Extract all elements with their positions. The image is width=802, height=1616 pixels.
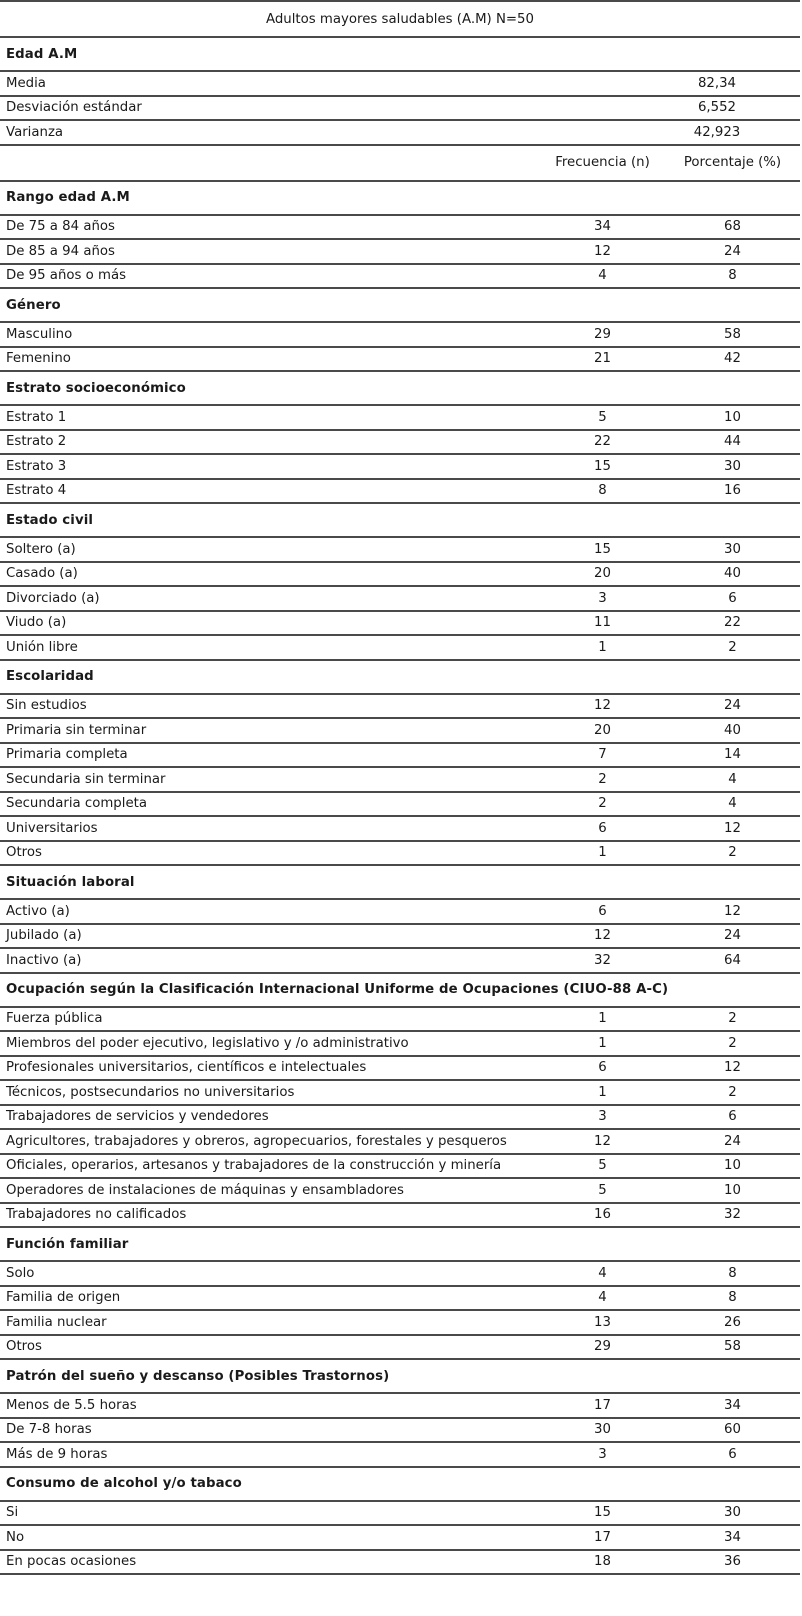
- table-row: [0, 1418, 800, 1443]
- row-frequency: 1: [540, 1080, 665, 1105]
- row-percentage: 10: [665, 405, 800, 430]
- table-row: [0, 899, 800, 924]
- row-frequency: 4: [540, 1261, 665, 1286]
- row-frequency: 1: [540, 635, 665, 660]
- row-frequency: 5: [540, 405, 665, 430]
- row-percentage: 32: [665, 1203, 800, 1228]
- section-header-row: [0, 288, 800, 322]
- row-label: Profesionales universitarios, científicos e intelectuales: [0, 1056, 540, 1081]
- row-frequency: 12: [540, 239, 665, 264]
- section-header: Estado civil: [0, 503, 800, 537]
- row-frequency: 3: [540, 586, 665, 611]
- row-percentage: 2: [665, 1080, 800, 1105]
- row-frequency: 4: [540, 1286, 665, 1311]
- row-label: Viudo (a): [0, 611, 540, 636]
- row-frequency: 12: [540, 924, 665, 949]
- row-percentage: 58: [665, 322, 800, 347]
- row-frequency: 16: [540, 1203, 665, 1228]
- row-label: Menos de 5.5 horas: [0, 1393, 540, 1418]
- row-percentage: 12: [665, 899, 800, 924]
- row-label: Familia de origen: [0, 1286, 540, 1311]
- stat-row: [0, 71, 800, 96]
- table-row: [0, 792, 800, 817]
- row-frequency: 1: [540, 1031, 665, 1056]
- section-header: Patrón del sueño y descanso (Posibles Trastornos): [0, 1359, 800, 1393]
- row-percentage: 2: [665, 1007, 800, 1032]
- row-frequency: 13: [540, 1310, 665, 1335]
- table-row: [0, 767, 800, 792]
- row-label: Estrato 4: [0, 479, 540, 504]
- row-frequency: 18: [540, 1550, 665, 1575]
- row-label: No: [0, 1525, 540, 1550]
- row-percentage: 24: [665, 1129, 800, 1154]
- table-row: [0, 562, 800, 587]
- row-frequency: 8: [540, 479, 665, 504]
- section-header-row: [0, 660, 800, 694]
- table-row: [0, 1525, 800, 1550]
- row-percentage: 34: [665, 1525, 800, 1550]
- row-percentage: 14: [665, 743, 800, 768]
- table-row: [0, 1129, 800, 1154]
- row-percentage: 30: [665, 537, 800, 562]
- table-row: [0, 454, 800, 479]
- row-frequency: 29: [540, 322, 665, 347]
- row-label: Técnicos, postsecundarios no universitarios: [0, 1080, 540, 1105]
- section-header: Escolaridad: [0, 660, 800, 694]
- table-row: [0, 1442, 800, 1467]
- row-percentage: 40: [665, 562, 800, 587]
- table-row: [0, 841, 800, 866]
- section-header: Género: [0, 288, 800, 322]
- row-label: Primaria completa: [0, 743, 540, 768]
- row-label: Primaria sin terminar: [0, 718, 540, 743]
- stat-value: 6,552: [540, 96, 800, 121]
- row-percentage: 6: [665, 1442, 800, 1467]
- row-frequency: 3: [540, 1105, 665, 1130]
- row-percentage: 10: [665, 1178, 800, 1203]
- table-row: [0, 347, 800, 372]
- row-frequency: 11: [540, 611, 665, 636]
- table-row: [0, 537, 800, 562]
- stat-label: Desviación estándar: [0, 96, 540, 121]
- table-row: [0, 264, 800, 289]
- row-label: Soltero (a): [0, 537, 540, 562]
- table-row: [0, 1550, 800, 1575]
- row-frequency: 3: [540, 1442, 665, 1467]
- row-percentage: 6: [665, 1105, 800, 1130]
- row-label: Jubilado (a): [0, 924, 540, 949]
- row-frequency: 22: [540, 430, 665, 455]
- section-header: Función familiar: [0, 1227, 800, 1261]
- row-frequency: 4: [540, 264, 665, 289]
- table-row: [0, 924, 800, 949]
- row-percentage: 8: [665, 1286, 800, 1311]
- row-frequency: 20: [540, 718, 665, 743]
- row-percentage: 6: [665, 586, 800, 611]
- table-row: [0, 322, 800, 347]
- row-percentage: 64: [665, 948, 800, 973]
- row-percentage: 12: [665, 1056, 800, 1081]
- section-header-row: [0, 1227, 800, 1261]
- row-label: Sin estudios: [0, 694, 540, 719]
- table-row: [0, 479, 800, 504]
- row-frequency: 21: [540, 347, 665, 372]
- table-row: [0, 1286, 800, 1311]
- row-percentage: 12: [665, 816, 800, 841]
- row-frequency: 12: [540, 1129, 665, 1154]
- row-frequency: 7: [540, 743, 665, 768]
- row-frequency: 5: [540, 1154, 665, 1179]
- stat-label: Varianza: [0, 120, 540, 145]
- row-percentage: 22: [665, 611, 800, 636]
- table-row: [0, 611, 800, 636]
- table-row: [0, 694, 800, 719]
- table-row: [0, 1310, 800, 1335]
- table-row: [0, 1031, 800, 1056]
- stat-value: 82,34: [540, 71, 800, 96]
- row-label: Otros: [0, 841, 540, 866]
- row-percentage: 4: [665, 767, 800, 792]
- table-row: [0, 635, 800, 660]
- row-frequency: 20: [540, 562, 665, 587]
- table-row: [0, 1007, 800, 1032]
- table-row: [0, 816, 800, 841]
- row-frequency: 2: [540, 767, 665, 792]
- row-label: Estrato 2: [0, 430, 540, 455]
- table-row: [0, 1056, 800, 1081]
- section-header: Consumo de alcohol y/o tabaco: [0, 1467, 800, 1501]
- row-frequency: 17: [540, 1393, 665, 1418]
- section-header: Ocupación según la Clasificación Internacional Uniforme de Ocupaciones (CIUO-88 A-C): [0, 973, 800, 1007]
- row-frequency: 34: [540, 215, 665, 240]
- table-row: [0, 239, 800, 264]
- row-percentage: 58: [665, 1335, 800, 1360]
- row-label: Femenino: [0, 347, 540, 372]
- section-header: Rango edad A.M: [0, 181, 800, 215]
- row-label: De 85 a 94 años: [0, 239, 540, 264]
- row-frequency: 5: [540, 1178, 665, 1203]
- row-percentage: 10: [665, 1154, 800, 1179]
- row-percentage: 24: [665, 239, 800, 264]
- section-header-row: [0, 1467, 800, 1501]
- row-label: Activo (a): [0, 899, 540, 924]
- table-row: [0, 1261, 800, 1286]
- row-frequency: 2: [540, 792, 665, 817]
- row-frequency: 17: [540, 1525, 665, 1550]
- row-frequency: 6: [540, 899, 665, 924]
- row-label: Fuerza pública: [0, 1007, 540, 1032]
- row-percentage: 68: [665, 215, 800, 240]
- section-header-edad: Edad A.M: [0, 37, 800, 71]
- row-percentage: 24: [665, 694, 800, 719]
- row-label: Agricultores, trabajadores y obreros, agropecuarios, forestales y pesqueros: [0, 1129, 540, 1154]
- row-label: Familia nuclear: [0, 1310, 540, 1335]
- table-row: [0, 1203, 800, 1228]
- section-header-row: [0, 973, 800, 1007]
- row-percentage: 24: [665, 924, 800, 949]
- table-row: [0, 1080, 800, 1105]
- stat-value: 42,923: [540, 120, 800, 145]
- row-percentage: 2: [665, 841, 800, 866]
- table-row: [0, 718, 800, 743]
- row-percentage: 2: [665, 1031, 800, 1056]
- table-row: [0, 215, 800, 240]
- row-frequency: 1: [540, 841, 665, 866]
- row-frequency: 30: [540, 1418, 665, 1443]
- table-row: [0, 430, 800, 455]
- row-percentage: 30: [665, 454, 800, 479]
- table-title-row: [0, 1, 800, 37]
- table-row: [0, 1105, 800, 1130]
- stat-label: Media: [0, 71, 540, 96]
- table-row: [0, 1393, 800, 1418]
- row-label: Estrato 3: [0, 454, 540, 479]
- row-label: Unión libre: [0, 635, 540, 660]
- section-header-row: [0, 371, 800, 405]
- column-header-percentage: Porcentaje (%): [665, 145, 800, 181]
- row-label: De 7-8 horas: [0, 1418, 540, 1443]
- stat-row: [0, 120, 800, 145]
- table-row: [0, 405, 800, 430]
- section-header-row: [0, 865, 800, 899]
- row-percentage: 2: [665, 635, 800, 660]
- row-percentage: 26: [665, 1310, 800, 1335]
- section-header: Situación laboral: [0, 865, 800, 899]
- column-header-row: [0, 145, 800, 181]
- row-label: Oficiales, operarios, artesanos y trabajadores de la construcción y minería: [0, 1154, 540, 1179]
- row-label: De 75 a 84 años: [0, 215, 540, 240]
- row-label: En pocas ocasiones: [0, 1550, 540, 1575]
- row-percentage: 36: [665, 1550, 800, 1575]
- row-label: De 95 años o más: [0, 264, 540, 289]
- section-header-row: [0, 503, 800, 537]
- section-header-row: [0, 181, 800, 215]
- row-percentage: 42: [665, 347, 800, 372]
- row-frequency: 15: [540, 1501, 665, 1526]
- row-percentage: 8: [665, 1261, 800, 1286]
- row-frequency: 6: [540, 1056, 665, 1081]
- row-label: Si: [0, 1501, 540, 1526]
- row-percentage: 34: [665, 1393, 800, 1418]
- column-header-empty: [0, 145, 540, 181]
- row-frequency: 29: [540, 1335, 665, 1360]
- row-label: Miembros del poder ejecutivo, legislativo y /o administrativo: [0, 1031, 540, 1056]
- row-label: Universitarios: [0, 816, 540, 841]
- column-header-frequency: Frecuencia (n): [540, 145, 665, 181]
- row-label: Otros: [0, 1335, 540, 1360]
- row-label: Operadores de instalaciones de máquinas y ensambladores: [0, 1178, 540, 1203]
- row-label: Inactivo (a): [0, 948, 540, 973]
- table-row: [0, 743, 800, 768]
- row-frequency: 1: [540, 1007, 665, 1032]
- row-percentage: 60: [665, 1418, 800, 1443]
- table-row: [0, 948, 800, 973]
- section-header-row: [0, 1359, 800, 1393]
- table-row: [0, 1154, 800, 1179]
- row-label: Trabajadores no calificados: [0, 1203, 540, 1228]
- stat-row: [0, 96, 800, 121]
- row-frequency: 6: [540, 816, 665, 841]
- row-label: Casado (a): [0, 562, 540, 587]
- row-label: Trabajadores de servicios y vendedores: [0, 1105, 540, 1130]
- row-percentage: 8: [665, 264, 800, 289]
- row-percentage: 4: [665, 792, 800, 817]
- row-label: Masculino: [0, 322, 540, 347]
- row-frequency: 15: [540, 454, 665, 479]
- table-row: [0, 1178, 800, 1203]
- section-header-row: [0, 37, 800, 71]
- row-percentage: 44: [665, 430, 800, 455]
- row-label: Más de 9 horas: [0, 1442, 540, 1467]
- section-header: Estrato socioeconómico: [0, 371, 800, 405]
- table-title: Adultos mayores saludables (A.M) N=50: [0, 1, 800, 37]
- row-frequency: 15: [540, 537, 665, 562]
- table-row: [0, 1501, 800, 1526]
- row-label: Estrato 1: [0, 405, 540, 430]
- row-label: Secundaria completa: [0, 792, 540, 817]
- table-row: [0, 1335, 800, 1360]
- row-label: Secundaria sin terminar: [0, 767, 540, 792]
- row-frequency: 12: [540, 694, 665, 719]
- row-label: Solo: [0, 1261, 540, 1286]
- row-percentage: 16: [665, 479, 800, 504]
- row-frequency: 32: [540, 948, 665, 973]
- table-row: [0, 586, 800, 611]
- row-percentage: 30: [665, 1501, 800, 1526]
- row-label: Divorciado (a): [0, 586, 540, 611]
- row-percentage: 40: [665, 718, 800, 743]
